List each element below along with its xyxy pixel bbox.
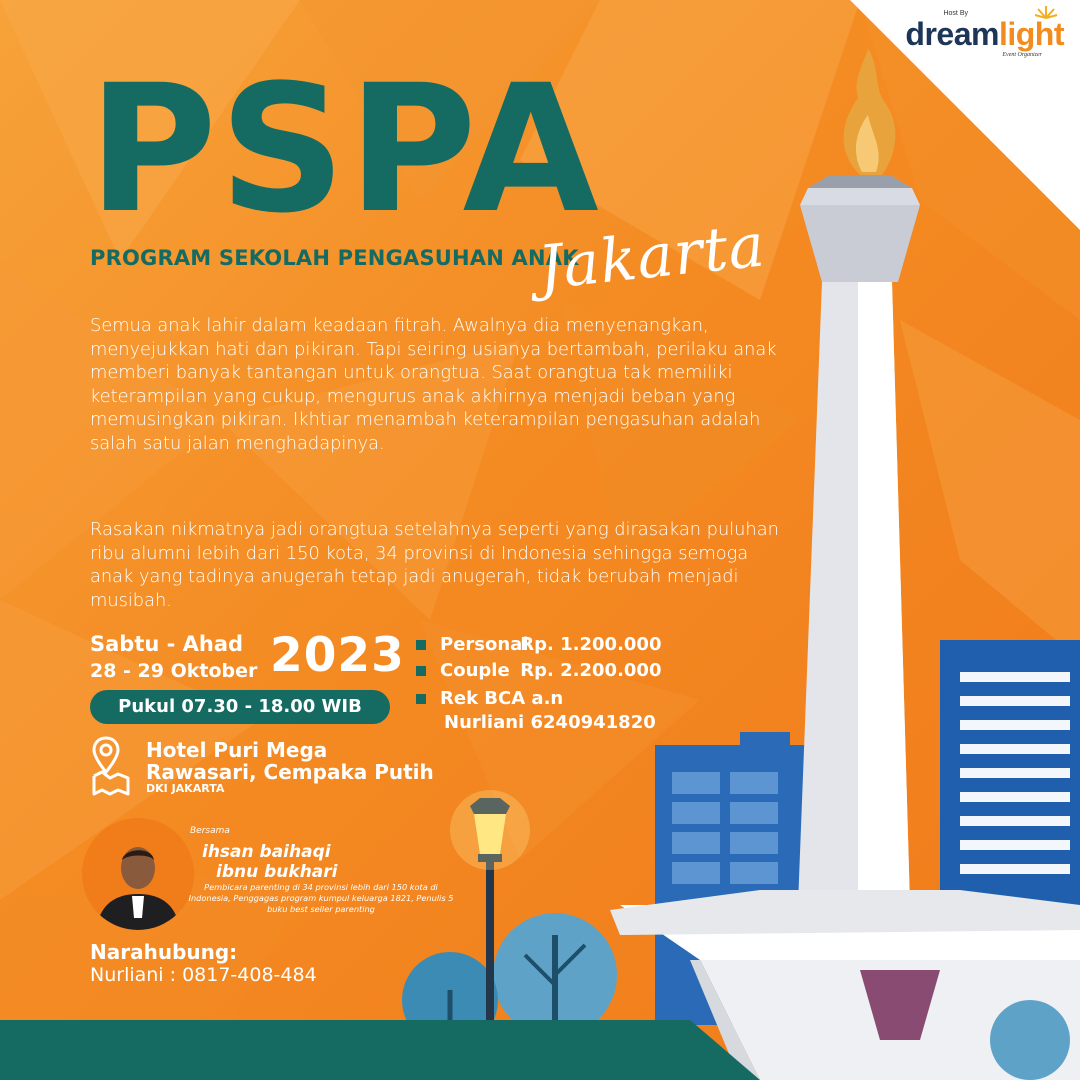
event-year: 2023: [270, 628, 405, 683]
logo: [905, 16, 1064, 53]
bullet-square-icon: [416, 640, 426, 650]
speaker-photo: [82, 818, 194, 930]
speaker-name-line2: ibnu bukhari: [216, 862, 338, 882]
event-dates: 28 - 29 Oktober: [90, 660, 258, 682]
location-pin-icon: [92, 736, 132, 796]
logo-dream: dream: [905, 16, 999, 52]
venue-address: Rawasari, Cempaka Putih: [146, 760, 434, 784]
venue-region: DKI JAKARTA: [146, 782, 225, 795]
speaker-intro: Bersama: [190, 826, 230, 836]
price-personal: [416, 634, 661, 655]
logo-host-label: Host By: [943, 10, 968, 17]
bullet-square-icon: [416, 694, 426, 704]
logo-light: light: [998, 16, 1064, 52]
contact-phone: Nurliani : 0817-408-484: [90, 964, 317, 986]
description-paragraph-2: Rasakan nikmatnya jadi orangtua setelahnya seperti yang dirasakan puluhan ribu alumni lebih dari 150 kota, 34 provinsi di Indonesia sehingga semoga anak yang tadinya anugerah tetap jadi anugerah, tidak berubah menjadi musibah.: [90, 519, 779, 611]
bank-label: Rek BCA a.n: [440, 688, 564, 709]
speaker-name-line1: ihsan baihaqi: [202, 842, 331, 862]
event-days: Sabtu - Ahad: [90, 632, 244, 656]
price-personal-value: Rp. 1.200.000: [520, 634, 662, 655]
logo-subtitle: Event Organizer: [1002, 52, 1042, 58]
price-couple-label: Couple: [440, 660, 510, 681]
venue-name: Hotel Puri Mega: [146, 738, 328, 762]
contact-heading: Narahubung:: [90, 940, 238, 964]
bank-account: Nurliani 6240941820: [444, 712, 656, 733]
speaker-avatar-icon: [82, 818, 194, 930]
event-time-badge: Pukul 07.30 - 18.00 WIB: [90, 690, 390, 724]
price-personal-label: Personal: [440, 634, 529, 655]
speaker-bio: Pembicara parenting di 34 provinsi lebih dari 150 kota di Indonesia, Penggagas program kumpul keluarga 1821, Penulis 5 buku best seller parenting: [188, 882, 454, 914]
event-subtitle: PROGRAM SEKOLAH PENGASUHAN ANAK: [90, 246, 579, 270]
event-title: PSPA: [88, 47, 601, 252]
price-couple: [416, 660, 661, 681]
price-couple-value: Rp. 2.200.000: [520, 660, 662, 681]
description-paragraph-1: Semua anak lahir dalam keadaan fitrah. Awalnya dia menyenangkan, menyejukkan hati dan pikiran. Tapi seiring usianya bertambah, perilaku anak memberi banyak tantangan untuk orangtua. Saat orangtua tak memiliki keterampilan yang cukup, mengurus anak akhirnya menjadi beban yang memusingkan pikiran. Ikhtiar menambah keterampilan pengasuhan adalah salah satu jalan menghadapinya.: [90, 315, 777, 454]
bullet-square-icon: [416, 666, 426, 676]
city-script: Jakarta: [534, 210, 769, 304]
bank-info: [416, 688, 563, 709]
